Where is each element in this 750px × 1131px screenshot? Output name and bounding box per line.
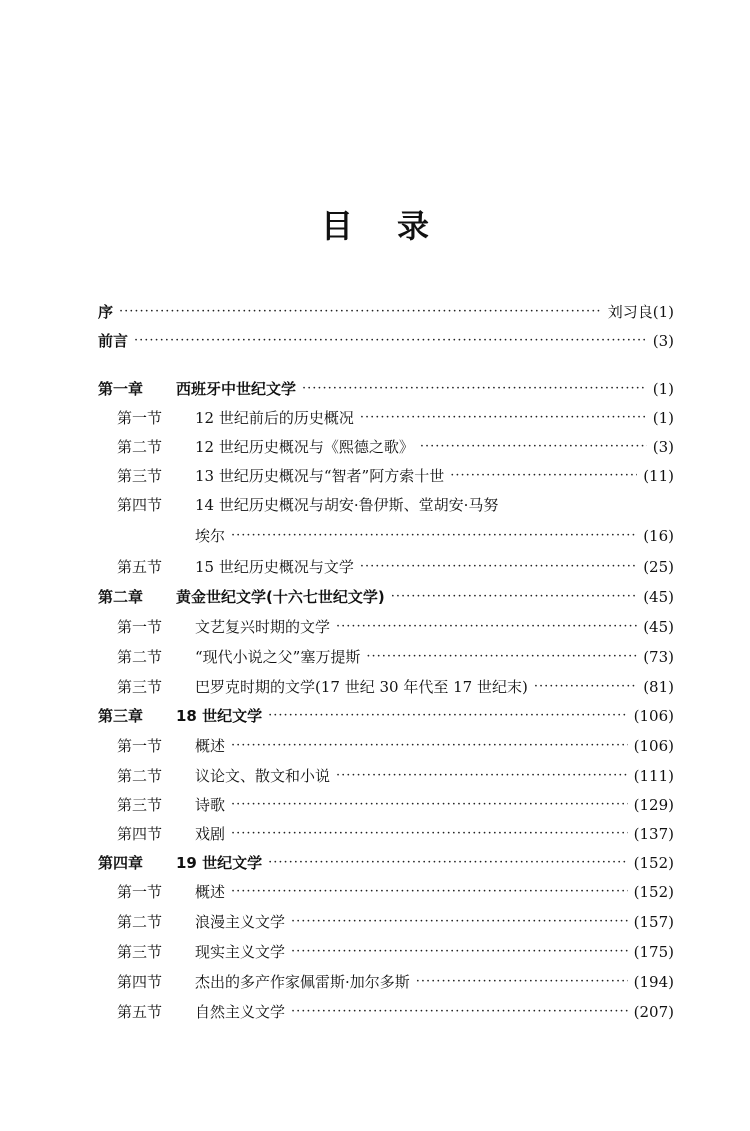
section-title: 14 世纪历史概况与胡安·鲁伊斯、堂胡安·马努 — [195, 496, 499, 514]
section-number: 第一节 — [117, 883, 163, 901]
toc-section — [117, 404, 674, 432]
leader-dots — [534, 673, 637, 701]
section-title: 议论文、散文和小说 — [195, 767, 331, 785]
chapter-title: 19 世纪文学 — [176, 854, 263, 872]
section-page: (81) — [643, 678, 674, 696]
section-number: 第四节 — [117, 496, 163, 514]
section-page: (129) — [633, 796, 674, 814]
section-page: (25) — [643, 558, 674, 576]
chapter-title: 黄金世纪文学(十六七世纪文学) — [176, 588, 385, 606]
leader-dots — [420, 433, 647, 461]
toc-section — [117, 878, 674, 906]
chapter-page: (152) — [633, 854, 674, 872]
leader-dots — [450, 462, 637, 490]
section-page: (1) — [652, 409, 674, 427]
section-title: 概述 — [195, 737, 226, 755]
section-title: 戏剧 — [195, 825, 226, 843]
toc-chapter — [98, 375, 674, 403]
section-page: (111) — [633, 767, 674, 785]
leader-dots — [336, 762, 628, 790]
leader-dots — [291, 998, 628, 1026]
toc-entry-foreword — [98, 327, 674, 355]
leader-dots — [268, 702, 628, 730]
section-number: 第三节 — [117, 796, 163, 814]
leader-dots — [360, 404, 647, 432]
section-number: 第一节 — [117, 409, 163, 427]
section-title: 诗歌 — [195, 796, 226, 814]
section-page: (106) — [633, 737, 674, 755]
toc-section — [117, 491, 674, 519]
section-number: 第二节 — [117, 438, 163, 456]
chapter-number: 第三章 — [98, 707, 144, 725]
section-number: 第三节 — [117, 467, 163, 485]
leader-dots — [291, 938, 628, 966]
toc-section — [117, 820, 674, 848]
section-title: “现代小说之父”塞万提斯 — [195, 648, 361, 666]
section-number: 第四节 — [117, 825, 163, 843]
page-title: 目录 — [320, 207, 473, 245]
leader-dots — [391, 583, 637, 611]
section-page: (45) — [643, 618, 674, 636]
chapter-number: 第二章 — [98, 588, 144, 606]
section-title: 12 世纪前后的历史概况 — [195, 409, 354, 427]
toc-section — [117, 433, 674, 461]
toc-section — [117, 908, 674, 936]
section-title-continuation: 埃尔 — [195, 527, 226, 545]
chapter-page: (106) — [633, 707, 674, 725]
section-number: 第四节 — [117, 973, 163, 991]
leader-dots — [360, 553, 637, 581]
chapter-page: (1) — [652, 380, 674, 398]
section-title: 概述 — [195, 883, 226, 901]
section-page: (11) — [643, 467, 674, 485]
leader-dots — [134, 327, 647, 355]
leader-dots — [336, 613, 637, 641]
section-title: 浪漫主义文学 — [195, 913, 286, 931]
section-number: 第二节 — [117, 648, 163, 666]
toc-chapter — [98, 849, 674, 877]
section-page: (194) — [633, 973, 674, 991]
section-title: 自然主义文学 — [195, 1003, 286, 1021]
chapter-number: 第四章 — [98, 854, 144, 872]
section-page: (137) — [633, 825, 674, 843]
toc-section — [117, 553, 674, 581]
leader-dots — [268, 849, 628, 877]
leader-dots — [231, 791, 628, 819]
section-number: 第三节 — [117, 678, 163, 696]
leader-dots — [231, 522, 637, 550]
section-title: 现实主义文学 — [195, 943, 286, 961]
section-number: 第三节 — [117, 943, 163, 961]
leader-dots — [231, 878, 628, 906]
toc-section — [117, 791, 674, 819]
toc-section — [117, 732, 674, 760]
toc-section — [117, 462, 674, 490]
chapter-title: 西班牙中世纪文学 — [176, 380, 297, 398]
entry-title: 前言 — [98, 332, 129, 350]
section-title: 杰出的多产作家佩雷斯·加尔多斯 — [195, 973, 410, 991]
section-number: 第一节 — [117, 618, 163, 636]
toc-section — [117, 762, 674, 790]
section-page: (175) — [633, 943, 674, 961]
section-title: 15 世纪历史概况与文学 — [195, 558, 354, 576]
entry-title: 序 — [98, 303, 114, 321]
toc-section — [117, 673, 674, 701]
chapter-title: 18 世纪文学 — [176, 707, 263, 725]
toc-section — [117, 998, 674, 1026]
toc-section — [117, 938, 674, 966]
section-page: (152) — [633, 883, 674, 901]
leader-dots — [119, 298, 602, 326]
section-number: 第二节 — [117, 767, 163, 785]
leader-dots — [291, 908, 628, 936]
section-title: 巴罗克时期的文学(17 世纪 30 年代至 17 世纪末) — [195, 678, 528, 696]
toc-chapter — [98, 702, 674, 730]
leader-dots — [231, 820, 628, 848]
toc-chapter — [98, 583, 674, 611]
leader-dots — [416, 968, 628, 996]
section-page: (16) — [643, 527, 674, 545]
section-number: 第二节 — [117, 913, 163, 931]
section-title: 12 世纪历史概况与《熙德之歌》 — [195, 438, 414, 456]
entry-page: (3) — [652, 332, 674, 350]
entry-page: 刘习良(1) — [607, 303, 674, 321]
toc-section-continuation — [195, 522, 674, 550]
section-number: 第一节 — [117, 737, 163, 755]
section-number: 第五节 — [117, 1003, 163, 1021]
leader-dots — [231, 732, 628, 760]
section-page: (3) — [652, 438, 674, 456]
chapter-number: 第一章 — [98, 380, 144, 398]
section-page: (73) — [643, 648, 674, 666]
toc-section — [117, 968, 674, 996]
section-page: (207) — [633, 1003, 674, 1021]
chapter-page: (45) — [643, 588, 674, 606]
toc-section — [117, 613, 674, 641]
section-page: (157) — [633, 913, 674, 931]
section-number: 第五节 — [117, 558, 163, 576]
section-title: 文艺复兴时期的文学 — [195, 618, 331, 636]
toc-entry-preface — [98, 298, 674, 326]
toc-section — [117, 643, 674, 671]
leader-dots — [302, 375, 647, 403]
leader-dots — [366, 643, 637, 671]
section-title: 13 世纪历史概况与“智者”阿方索十世 — [195, 467, 445, 485]
